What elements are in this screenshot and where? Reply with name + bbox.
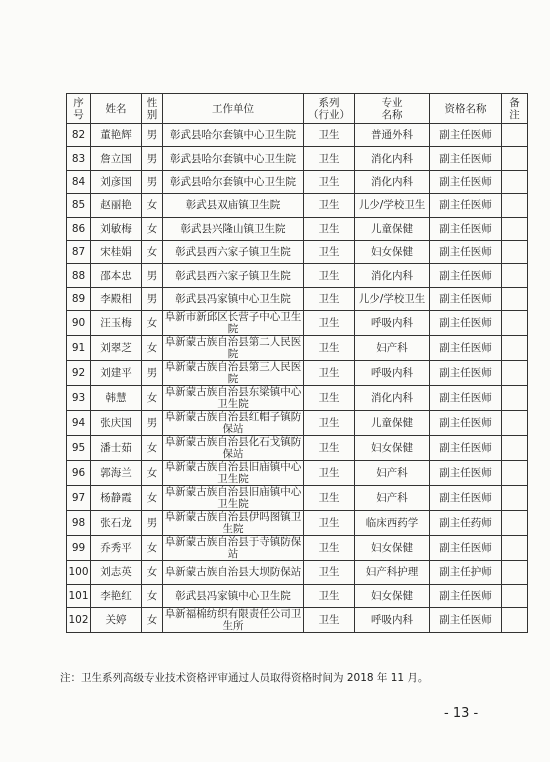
- cell-major: 消化内科: [355, 147, 430, 170]
- cell-unit: 彰武县哈尔套镇中心卫生院: [163, 124, 304, 147]
- cell-major: 儿童保健: [355, 217, 430, 240]
- cell-series: 卫生: [304, 584, 355, 607]
- cell-qualification: 副主任医师: [430, 411, 502, 436]
- cell-no: 90: [67, 311, 91, 336]
- cell-sex: 女: [142, 336, 163, 361]
- cell-series: 卫生: [304, 147, 355, 170]
- header-remark: 备 注: [502, 94, 528, 124]
- cell-unit: 彰武县哈尔套镇中心卫生院: [163, 147, 304, 170]
- cell-major: 消化内科: [355, 170, 430, 193]
- cell-unit: 彰武县兴隆山镇卫生院: [163, 217, 304, 240]
- table-row: [67, 194, 528, 217]
- header-name: 姓名: [91, 94, 142, 124]
- cell-no: 88: [67, 264, 91, 287]
- cell-sex: 女: [142, 561, 163, 584]
- cell-name: 董艳辉: [91, 124, 142, 147]
- cell-remark: [502, 461, 528, 486]
- cell-unit: 阜新蒙古族自治县红帽子镇防保站: [163, 411, 304, 436]
- table-row: [67, 536, 528, 561]
- cell-no: 83: [67, 147, 91, 170]
- cell-name: 刘彦国: [91, 170, 142, 193]
- cell-no: 100: [67, 561, 91, 584]
- cell-major: 妇女保健: [355, 584, 430, 607]
- cell-name: 刘建平: [91, 361, 142, 386]
- cell-no: 93: [67, 386, 91, 411]
- table-row: [67, 486, 528, 511]
- cell-name: 杨静霞: [91, 486, 142, 511]
- table-row: [67, 311, 528, 336]
- cell-major: 妇女保健: [355, 240, 430, 263]
- cell-major: 妇产科: [355, 486, 430, 511]
- cell-no: 98: [67, 511, 91, 536]
- cell-qualification: 副主任药师: [430, 511, 502, 536]
- cell-major: 妇产科: [355, 336, 430, 361]
- cell-no: 87: [67, 240, 91, 263]
- header-sex: 性 别: [142, 94, 163, 124]
- cell-unit: 阜新市新邱区长营子中心卫生院: [163, 311, 304, 336]
- cell-major: 妇女保健: [355, 436, 430, 461]
- cell-sex: 女: [142, 217, 163, 240]
- cell-major: 普通外科: [355, 124, 430, 147]
- cell-remark: [502, 240, 528, 263]
- header-major: 专业 名称: [355, 94, 430, 124]
- cell-qualification: 副主任医师: [430, 461, 502, 486]
- cell-remark: [502, 386, 528, 411]
- cell-sex: 男: [142, 170, 163, 193]
- cell-major: 儿少/学校卫生: [355, 287, 430, 310]
- cell-name: 刘志英: [91, 561, 142, 584]
- cell-sex: 女: [142, 386, 163, 411]
- cell-qualification: 副主任医师: [430, 436, 502, 461]
- cell-major: 消化内科: [355, 386, 430, 411]
- cell-no: 89: [67, 287, 91, 310]
- cell-no: 84: [67, 170, 91, 193]
- cell-name: 韩慧: [91, 386, 142, 411]
- cell-series: 卫生: [304, 170, 355, 193]
- cell-sex: 男: [142, 147, 163, 170]
- cell-unit: 阜新蒙古族自治县旧庙镇中心卫生院: [163, 486, 304, 511]
- page-number: - 13 -: [444, 706, 479, 721]
- cell-no: 97: [67, 486, 91, 511]
- cell-remark: [502, 147, 528, 170]
- cell-series: 卫生: [304, 217, 355, 240]
- table-row: [67, 511, 528, 536]
- cell-remark: [502, 607, 528, 632]
- table-row: [67, 264, 528, 287]
- cell-name: 詹立国: [91, 147, 142, 170]
- cell-name: 潘士茹: [91, 436, 142, 461]
- cell-remark: [502, 486, 528, 511]
- cell-qualification: 副主任医师: [430, 147, 502, 170]
- cell-no: 92: [67, 361, 91, 386]
- footnote: 注：卫生系列高级专业技术资格评审通过人员取得资格时间为 2018 年 11 月。: [60, 672, 429, 684]
- cell-remark: [502, 287, 528, 310]
- cell-series: 卫生: [304, 607, 355, 632]
- cell-name: 汪玉梅: [91, 311, 142, 336]
- header-qualification: 资格名称: [430, 94, 502, 124]
- cell-no: 94: [67, 411, 91, 436]
- cell-major: 临床西药学: [355, 511, 430, 536]
- cell-unit: 阜新蒙古族自治县化石戈镇防保站: [163, 436, 304, 461]
- table-row: [67, 170, 528, 193]
- cell-qualification: 副主任医师: [430, 336, 502, 361]
- cell-name: 郭海兰: [91, 461, 142, 486]
- table-row: [67, 584, 528, 607]
- cell-remark: [502, 217, 528, 240]
- cell-series: 卫生: [304, 486, 355, 511]
- cell-no: 82: [67, 124, 91, 147]
- cell-series: 卫生: [304, 240, 355, 263]
- cell-name: 宋桂娟: [91, 240, 142, 263]
- cell-qualification: 副主任医师: [430, 287, 502, 310]
- cell-sex: 女: [142, 584, 163, 607]
- table-row: [67, 240, 528, 263]
- cell-series: 卫生: [304, 287, 355, 310]
- cell-sex: 女: [142, 607, 163, 632]
- cell-remark: [502, 561, 528, 584]
- cell-unit: 阜新蒙古族自治县伊吗图镇卫生院: [163, 511, 304, 536]
- cell-major: 呼吸内科: [355, 311, 430, 336]
- cell-major: 消化内科: [355, 264, 430, 287]
- cell-series: 卫生: [304, 436, 355, 461]
- cell-remark: [502, 336, 528, 361]
- cell-remark: [502, 584, 528, 607]
- cell-series: 卫生: [304, 264, 355, 287]
- cell-sex: 男: [142, 361, 163, 386]
- cell-unit: 彰武县双庙镇卫生院: [163, 194, 304, 217]
- cell-unit: 彰武县哈尔套镇中心卫生院: [163, 170, 304, 193]
- cell-series: 卫生: [304, 124, 355, 147]
- table-row: [67, 336, 528, 361]
- cell-remark: [502, 411, 528, 436]
- table-row: [67, 361, 528, 386]
- cell-remark: [502, 511, 528, 536]
- table-row: [67, 386, 528, 411]
- cell-unit: 阜新蒙古族自治县大坝防保站: [163, 561, 304, 584]
- cell-major: 儿少/学校卫生: [355, 194, 430, 217]
- cell-qualification: 副主任医师: [430, 194, 502, 217]
- header-unit: 工作单位: [163, 94, 304, 124]
- cell-series: 卫生: [304, 411, 355, 436]
- table-row: [67, 411, 528, 436]
- table-row: [67, 607, 528, 632]
- cell-qualification: 副主任医师: [430, 486, 502, 511]
- table-header-row: [67, 94, 528, 124]
- cell-remark: [502, 264, 528, 287]
- cell-qualification: 副主任医师: [430, 124, 502, 147]
- cell-sex: 女: [142, 486, 163, 511]
- cell-series: 卫生: [304, 511, 355, 536]
- cell-remark: [502, 536, 528, 561]
- cell-qualification: 副主任医师: [430, 584, 502, 607]
- cell-major: 呼吸内科: [355, 607, 430, 632]
- cell-major: 妇产科: [355, 461, 430, 486]
- table-row: [67, 436, 528, 461]
- cell-qualification: 副主任护师: [430, 561, 502, 584]
- cell-unit: 彰武县冯家镇中心卫生院: [163, 584, 304, 607]
- cell-qualification: 副主任医师: [430, 536, 502, 561]
- cell-qualification: 副主任医师: [430, 170, 502, 193]
- cell-name: 乔秀平: [91, 536, 142, 561]
- cell-unit: 阜新蒙古族自治县第三人民医院: [163, 361, 304, 386]
- cell-remark: [502, 361, 528, 386]
- cell-name: 张庆国: [91, 411, 142, 436]
- cell-series: 卫生: [304, 461, 355, 486]
- cell-name: 张石龙: [91, 511, 142, 536]
- cell-qualification: 副主任医师: [430, 217, 502, 240]
- table-row: [67, 124, 528, 147]
- cell-major: 妇女保健: [355, 536, 430, 561]
- table-row: [67, 561, 528, 584]
- cell-unit: 彰武县冯家镇中心卫生院: [163, 287, 304, 310]
- cell-sex: 女: [142, 194, 163, 217]
- cell-sex: 女: [142, 311, 163, 336]
- cell-no: 86: [67, 217, 91, 240]
- cell-unit: 阜新蒙古族自治县第二人民医院: [163, 336, 304, 361]
- cell-no: 91: [67, 336, 91, 361]
- table-row: [67, 287, 528, 310]
- cell-sex: 男: [142, 411, 163, 436]
- cell-name: 刘翠芝: [91, 336, 142, 361]
- cell-series: 卫生: [304, 336, 355, 361]
- cell-name: 邵本忠: [91, 264, 142, 287]
- table-body: [67, 124, 528, 633]
- cell-qualification: 副主任医师: [430, 361, 502, 386]
- cell-qualification: 副主任医师: [430, 264, 502, 287]
- cell-name: 赵丽艳: [91, 194, 142, 217]
- cell-sex: 女: [142, 536, 163, 561]
- cell-unit: 阜新蒙古族自治县东梁镇中心卫生院: [163, 386, 304, 411]
- cell-major: 妇产科护理: [355, 561, 430, 584]
- cell-sex: 女: [142, 461, 163, 486]
- cell-unit: 彰武县西六家子镇卫生院: [163, 240, 304, 263]
- cell-sex: 男: [142, 124, 163, 147]
- cell-qualification: 副主任医师: [430, 311, 502, 336]
- cell-sex: 男: [142, 287, 163, 310]
- cell-no: 95: [67, 436, 91, 461]
- cell-no: 85: [67, 194, 91, 217]
- table-row: [67, 147, 528, 170]
- cell-qualification: 副主任医师: [430, 240, 502, 263]
- cell-series: 卫生: [304, 361, 355, 386]
- cell-name: 关婷: [91, 607, 142, 632]
- table-row: [67, 217, 528, 240]
- cell-unit: 阜新蒙古族自治县于寺镇防保站: [163, 536, 304, 561]
- cell-remark: [502, 170, 528, 193]
- cell-name: 李艳红: [91, 584, 142, 607]
- cell-qualification: 副主任医师: [430, 607, 502, 632]
- cell-unit: 彰武县西六家子镇卫生院: [163, 264, 304, 287]
- header-no: 序 号: [67, 94, 91, 124]
- cell-remark: [502, 311, 528, 336]
- qualification-table: [66, 93, 528, 633]
- cell-sex: 女: [142, 240, 163, 263]
- cell-no: 101: [67, 584, 91, 607]
- header-series: 系列 （行业）: [304, 94, 355, 124]
- cell-remark: [502, 194, 528, 217]
- cell-unit: 阜新福棉纺织有限责任公司卫生所: [163, 607, 304, 632]
- cell-sex: 女: [142, 436, 163, 461]
- cell-qualification: 副主任医师: [430, 386, 502, 411]
- cell-remark: [502, 124, 528, 147]
- table-row: [67, 461, 528, 486]
- cell-name: 李殿相: [91, 287, 142, 310]
- cell-series: 卫生: [304, 536, 355, 561]
- cell-major: 儿童保健: [355, 411, 430, 436]
- cell-no: 96: [67, 461, 91, 486]
- cell-series: 卫生: [304, 194, 355, 217]
- cell-unit: 阜新蒙古族自治县旧庙镇中心卫生院: [163, 461, 304, 486]
- cell-series: 卫生: [304, 561, 355, 584]
- cell-remark: [502, 436, 528, 461]
- cell-name: 刘敏梅: [91, 217, 142, 240]
- cell-no: 99: [67, 536, 91, 561]
- cell-sex: 男: [142, 264, 163, 287]
- cell-series: 卫生: [304, 386, 355, 411]
- cell-major: 呼吸内科: [355, 361, 430, 386]
- cell-sex: 男: [142, 511, 163, 536]
- cell-series: 卫生: [304, 311, 355, 336]
- cell-no: 102: [67, 607, 91, 632]
